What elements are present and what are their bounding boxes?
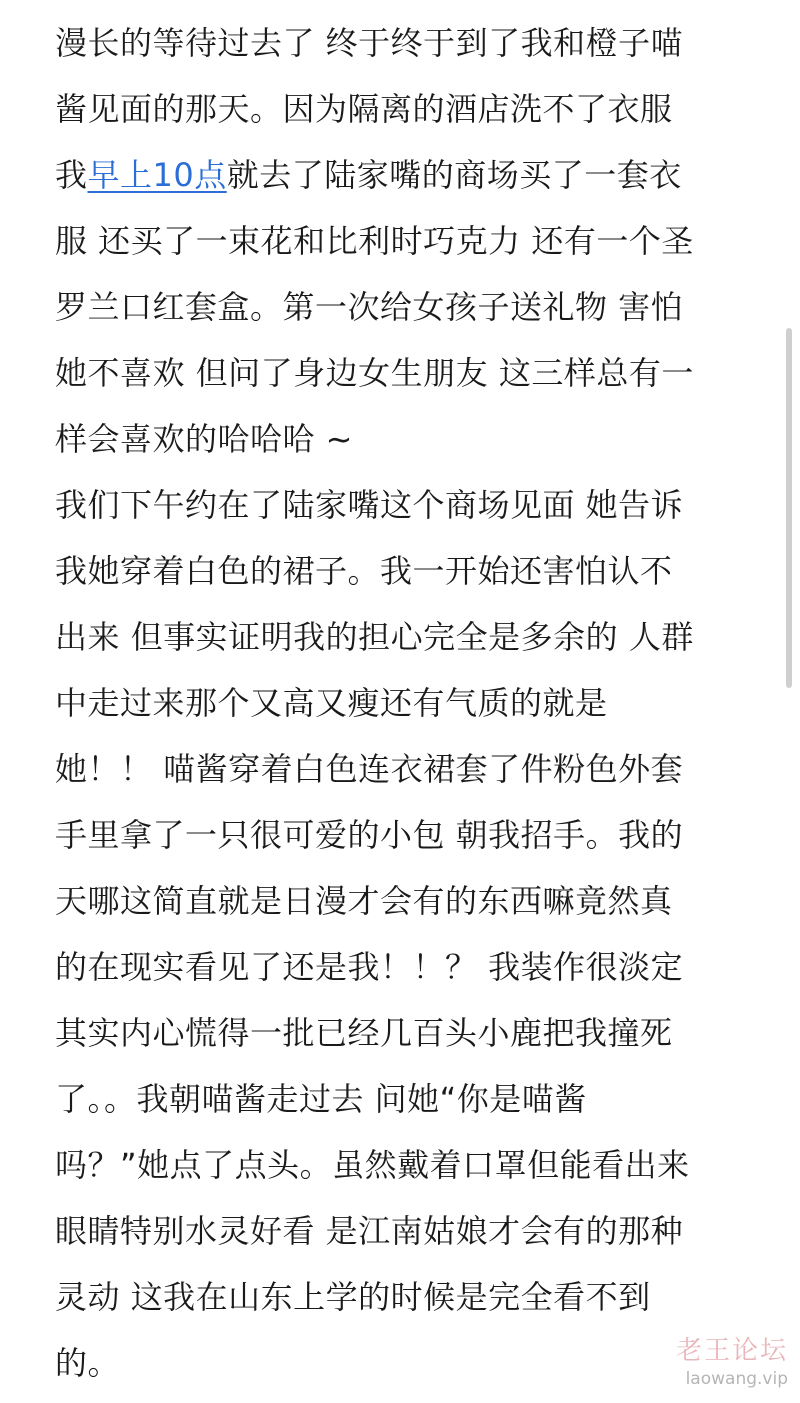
text-line: 样会喜欢的哈哈哈 ~ <box>55 420 353 458</box>
scrollbar-thumb[interactable] <box>786 328 792 688</box>
time-link[interactable]: 早上10点 <box>87 156 227 194</box>
watermark-logo: 老王论坛 <box>675 1336 788 1366</box>
text-line: 其实内心慌得一批已经几百头小鹿把我撞死 <box>55 1014 673 1052</box>
text-line: 吗？”她点了点头。虽然戴着口罩但能看出来 <box>55 1146 690 1184</box>
article-body <box>55 10 755 1396</box>
text-line: 酱见面的那天。因为隔离的酒店洗不了衣服 <box>55 90 673 128</box>
text-line: 灵动 这我在山东上学的时候是完全看不到 <box>55 1278 651 1316</box>
text-line: 眼睛特别水灵好看 是江南姑娘才会有的那种 <box>55 1212 684 1250</box>
text-line: 她！！ 喵酱穿着白色连衣裙套了件粉色外套 <box>55 750 684 788</box>
watermark-domain: laowang.vip <box>685 1369 788 1389</box>
text-line: 我她穿着白色的裙子。我一开始还害怕认不 <box>55 552 673 590</box>
text-line: 她不喜欢 但问了身边女生朋友 这三样总有一 <box>55 354 694 392</box>
text-line: 了。。我朝喵酱走过去 问她“你是喵酱 <box>55 1080 587 1118</box>
text-line: 出来 但事实证明我的担心完全是多余的 人群 <box>55 618 694 656</box>
text-line: 中走过来那个又高又瘦还有气质的就是 <box>55 684 608 722</box>
text-line-with-link <box>55 142 755 208</box>
text-segment: 我 <box>55 156 88 194</box>
text-line: 罗兰口红套盒。第一次给女孩子送礼物 害怕 <box>55 288 684 326</box>
text-segment: 就去了陆家嘴的商场买了一套衣 <box>226 156 682 194</box>
text-line: 服 还买了一束花和比利时巧克力 还有一个圣 <box>55 222 694 260</box>
text-line: 漫长的等待过去了 终于终于到了我和橙子喵 <box>55 24 684 62</box>
text-line: 的在现实看见了还是我！！？ 我装作很淡定 <box>55 948 684 986</box>
text-line: 手里拿了一只很可爱的小包 朝我招手。我的 <box>55 816 684 854</box>
watermark <box>676 1330 788 1389</box>
text-line: 天哪这简直就是日漫才会有的东西嘛竟然真 <box>55 882 673 920</box>
text-line: 我们下午约在了陆家嘴这个商场见面 她告诉 <box>55 486 684 524</box>
text-line: 的。 <box>55 1344 121 1382</box>
